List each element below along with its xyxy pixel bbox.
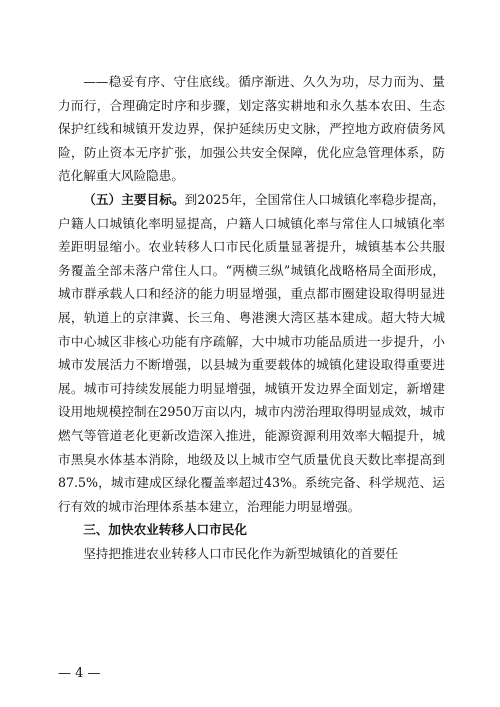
paragraph-section-intro: 坚持把推进农业转移人口市民化作为新型城镇化的首要任 — [83, 545, 399, 561]
paragraph-main-goals — [58, 188, 445, 518]
main-goals-text: 到2025年，全国常住人口城镇化率稳步提高，户籍人口城镇化率明显提高，户籍人口城镇化率与常住人口城镇化率差距明显缩小。农业转移人口市民化质量显著提升，城镇基本公共服务覆盖全部未落户常住人口。“两横三纵”城镇化战略格局全面形成，城市群承载人口和经济的能力明显增强，重点都市圈建设取得明显进展，轨道上的京津冀、长三角、粤港澳大湾区基本建成。超大特大城市中心城区非核心功能有序疏解，大中城市功能品质进一步提升，小城市发展活力不断增强，以县城为重要载体的城镇化建设取得重要进展。城市可持续发展能力明显增强，城镇开发边界全面划定，新增建设用地规模控制在2950万亩以内，城市内涝治理取得明显成效，城市燃气等管道老化更新改造深入推进，能源资源利用效率大幅提升，城市黑臭水体基本消除，地级及以上城市空气质量优良天数比率提高到87.5%，城市建成区绿化覆盖率超过43%。系统完备、科学规范、运行有效的城市治理体系基本建立，治理能力明显增强。 — [58, 191, 445, 514]
main-goals-lead: （五）主要目标。 — [83, 191, 185, 207]
section-heading: 三、加快农业转移人口市民化 — [83, 522, 247, 538]
paragraph-safe-orderly: ——稳妥有序、守住底线。循序渐进、久久为功，尽力而为、量力而行，合理确定时序和步骤，划定落实耕地和永久基本农田、生态保护红线和城镇开发边界，保护延续历史文脉，严控地方政府债务风险，防止资本无序扩张，加强公共安全保障，优化应急管理体系，防范化解重大风险隐患。 — [58, 74, 445, 184]
page-number: — 4 — — [58, 666, 101, 681]
page-body — [58, 70, 445, 565]
